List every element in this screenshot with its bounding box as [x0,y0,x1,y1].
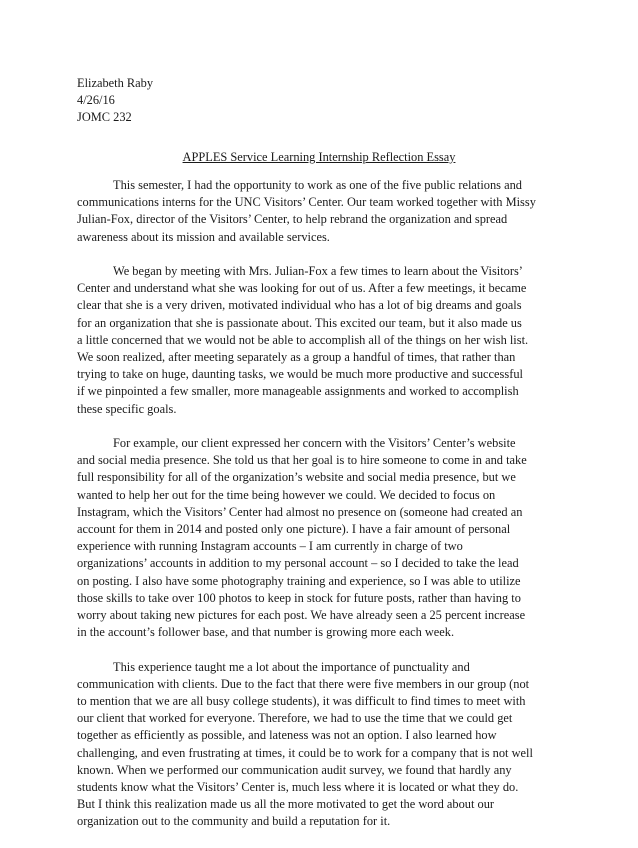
author-name: Elizabeth Raby [77,76,154,90]
paragraph-line: to mention that we are all busy college students), it was difficult to find times to meet with [77,694,526,709]
paragraph-line: those skills to take over 100 photos to keep in stock for future posts, rather than having to [77,590,521,605]
paragraph-line: wanted to help her out for the time being however we could. We decided to focus on [77,487,496,502]
essay-title: APPLES Service Learning Internship Reflection Essay [182,150,456,164]
paragraph-line: Julian-Fox, director of the Visitors’ Center, to help rebrand the organization and spread [77,212,508,227]
paragraph-line: trying to take on huge, daunting tasks, we would be much more productive and successful [77,367,523,382]
document-date: 4/26/16 [77,93,115,107]
essay-paragraph [77,435,565,641]
paragraph-line: students know what the Visitors’ Center is, much less where it is located or what they do. [77,780,519,795]
essay-body [77,177,565,848]
paragraph-line: communications interns for the UNC Visitors’ Center. Our team worked together with Missy [77,195,536,210]
paragraph-line: and social media presence. She told us that her goal is to hire someone to come in and take [77,453,527,468]
essay-paragraph [77,659,565,831]
paragraph-line: Center and understand what she was looking for out of us. After a few meetings, it became [77,281,527,296]
paragraph-line: worry about taking new pictures for each post. We have already seen a 25 percent increase [77,608,526,623]
paragraph-line: We began by meeting with Mrs. Julian-Fox a few times to learn about the Visitors’ [113,264,523,278]
paragraph-line: if we pinpointed a few smaller, more manageable assignments and worked to accomplish [77,384,519,399]
essay-paragraph [77,177,565,246]
course-code: JOMC 232 [77,110,132,124]
paragraph-line: in the account’s follower base, and that number is growing more each week. [77,625,455,640]
paragraph-line: known. When we performed our communication audit survey, we found that hardly any [77,762,512,777]
document-header [77,75,153,126]
paragraph-line: communication with clients. Due to the fact that there were five members in our group (not [77,676,530,691]
paragraph-line: This experience taught me a lot about the importance of punctuality and [113,659,470,674]
paragraph-line: full responsibility for all of the organization’s website and social media presence, but we [77,470,516,485]
paragraph-line: We soon realized, after meeting separately as a group a handful of times, that rather than [77,350,516,365]
paragraph-line: a little concerned that we would not be able to accomplish all of the things on her wish list. [77,332,529,347]
paragraph-line: together as efficiently as possible, and lateness was not an option. I also learned how [77,728,497,743]
paragraph-line: Instagram, which the Visitors’ Center had almost no presence on (someone had created an [77,504,523,519]
paragraph-line: This semester, I had the opportunity to work as one of the five public relations and [113,178,522,192]
paragraph-line: these specific goals. [77,401,177,416]
paragraph-line: clear that she is a very driven, motivated individual who has a lot of big dreams and goals [77,298,522,313]
paragraph-line: organization out to the community and build a reputation for it. [77,814,391,829]
paragraph-line: But I think this realization made us all the more motivated to get the word about our [77,797,495,812]
paragraph-line: challenging, and even frustrating at times, it could be to work for a company that is not well [77,745,533,760]
paragraph-line: account for them in 2014 and posted only one picture). I have a fair amount of personal [77,522,511,537]
paragraph-line: our client that worked for everyone. Therefore, we had to use the time that we could get [77,711,513,726]
paragraph-line: For example, our client expressed her concern with the Visitors’ Center’s website [113,436,516,451]
paragraph-line: for an organization that she is passionate about. This excited our team, but it also made us [77,315,522,330]
paragraph-line: experience with running Instagram accounts – I am currently in charge of two [77,539,463,554]
paragraph-line: on posting. I also have some photography training and experience, so I was able to utilize [77,573,521,588]
paragraph-line: organizations’ accounts in addition to my personal account – so I decided to take the lead [77,556,519,571]
essay-paragraph [77,263,565,418]
paragraph-line: awareness about its mission and available services. [77,229,330,244]
